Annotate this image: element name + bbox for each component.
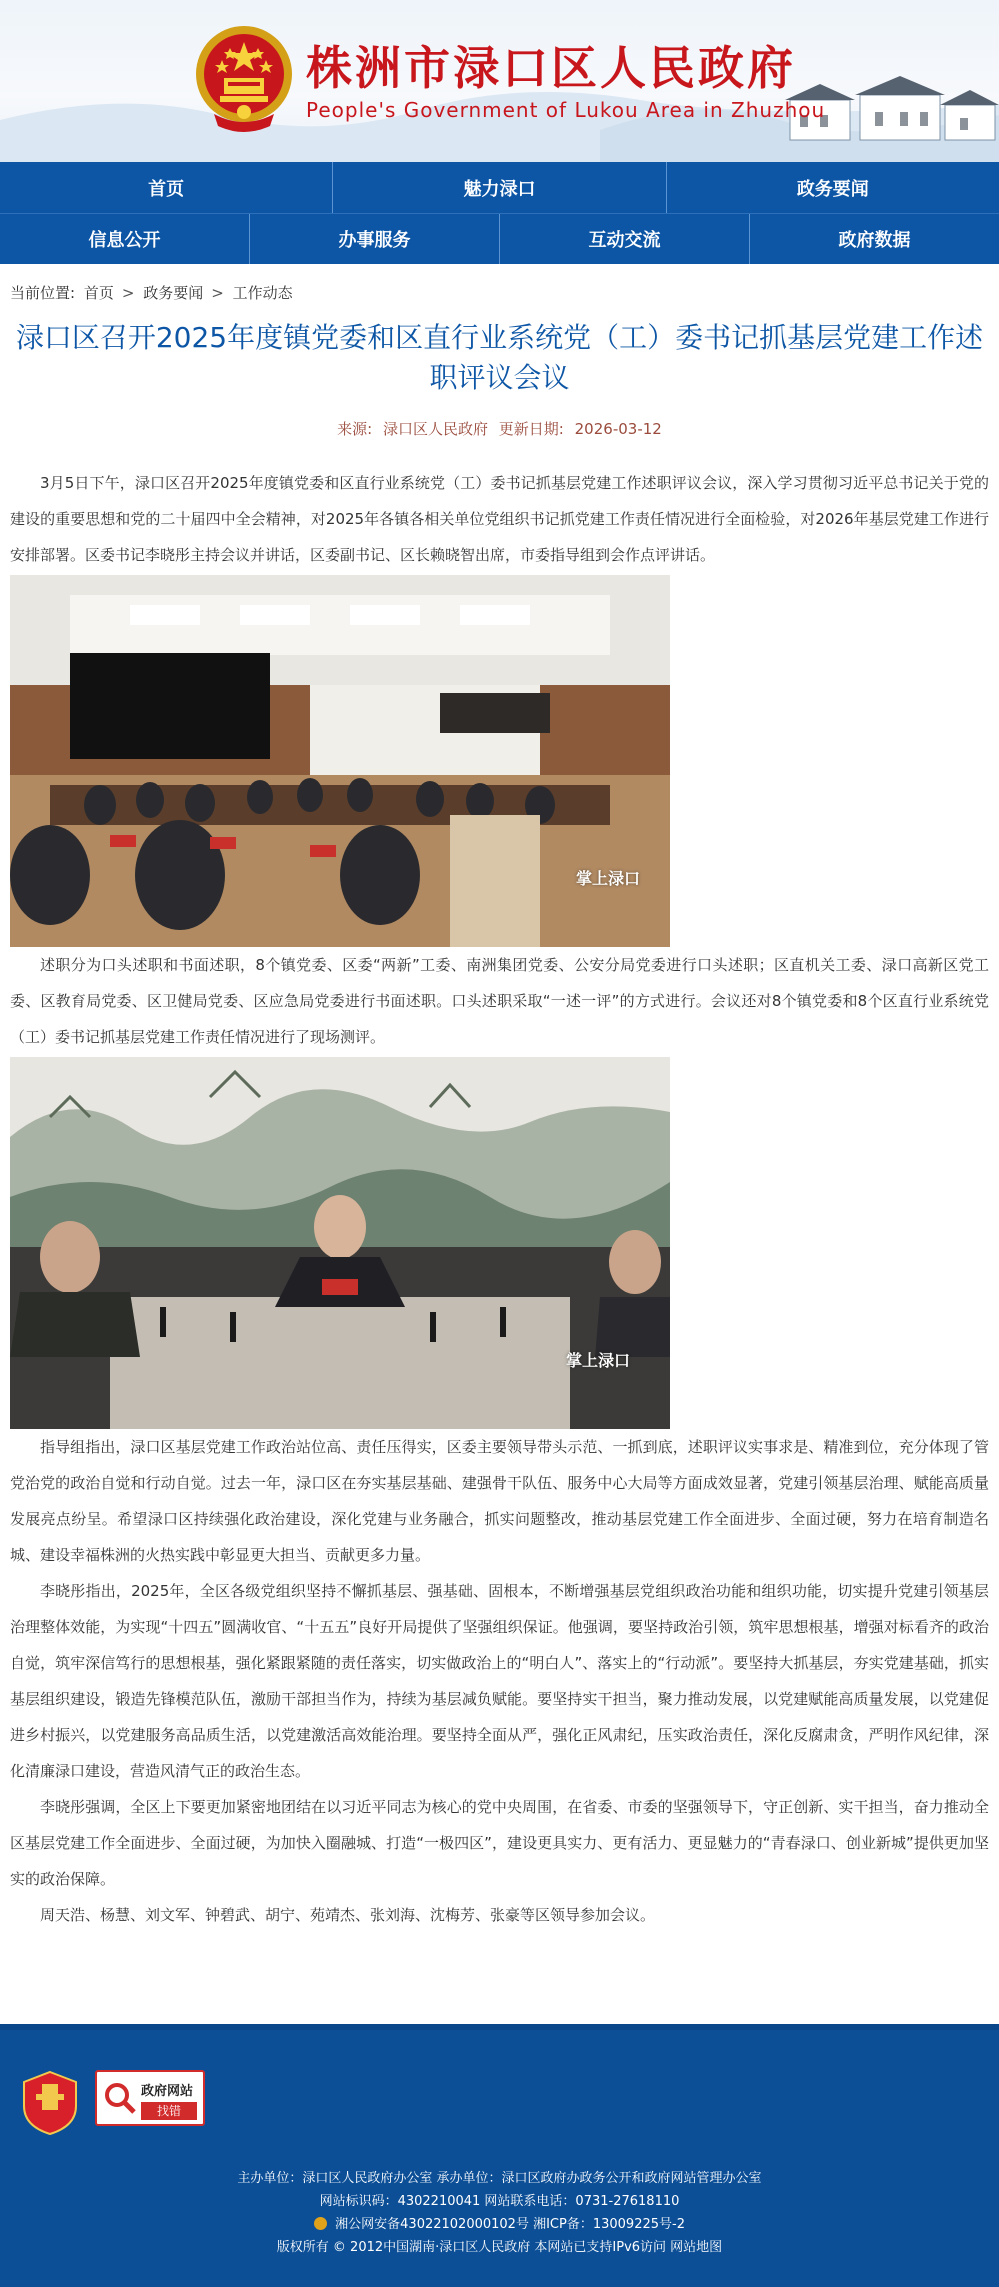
magnifier-icon [103,2081,137,2115]
source-label: 来源: [337,420,373,438]
footer-icp-text[interactable]: 湘公网安备43022102000102号 湘ICP备：13009225号-2 [335,2217,685,2232]
report-error-title: 政府网站 [141,2084,194,2099]
nav-row-1 [0,162,999,213]
nav-item-info-disclosure[interactable]: 信息公开 [88,230,161,251]
article-body [0,465,999,1933]
breadcrumb-link-work-updates[interactable]: 工作动态 [232,284,293,302]
breadcrumb-link-news[interactable]: 政务要闻 [143,284,204,302]
main-nav [0,162,999,264]
footer-contact-line: 网站标识码：4302210041 网站联系电话：0731-27618110 [319,2194,680,2209]
article-title: 渌口区召开2025年度镇党委和区直行业系统党（工）委书记抓基层党建工作述职评议会议 [15,321,984,394]
footer-copyright-line: 版权所有 © 2012中国湖南·渌口区人民政府 本网站已支持IPv6访问 网站地图 [276,2240,723,2255]
footer-icp-line [0,2213,999,2236]
site-footer [0,2024,999,2287]
article-paragraph: 指导组指出，渌口区基层党建工作政治站位高、责任压得实，区委主要领导带头示范、一抓到底，述职评议实事求是、精准到位，充分体现了管党治党的政治自觉和行动自觉。过去一年，渌口区在夯实基层基础、建强骨干队伍、服务中心大局等方面成效显著，党建引领基层治理、赋能高质量发展亮点纷呈。希望渌口区持续强化政治建设，深化党建与业务融合，抓实问题整改，推动基层党建工作全面进步、全面过硬，努力在培育制造名城、建设幸福株洲的火热实践中彰显更大担当、贡献更多力量。 [10,1438,989,1564]
footer-divider [0,2024,999,2030]
article-photo-meeting-room [10,575,670,947]
site-header [0,0,999,162]
breadcrumb-separator: > [121,284,135,302]
party-government-badge-icon[interactable] [22,2070,78,2136]
nav-item-home[interactable]: 首页 [148,178,185,200]
site-title: 株洲市渌口区人民政府 [306,41,796,95]
footer-info [0,2167,999,2259]
nav-item-interaction[interactable]: 互动交流 [499,214,749,264]
photo-watermark: 掌上渌口 [575,869,640,888]
breadcrumb-separator: > [211,284,224,302]
photo-watermark: 掌上渌口 [565,1351,630,1370]
police-badge-icon [314,2217,327,2230]
site-subtitle: People's Government of Lukou Area in Zhuzhou [306,98,826,122]
breadcrumb [0,264,999,312]
article-photo-speaker [10,1057,670,1429]
nav-item-services[interactable]: 办事服务 [249,214,499,264]
nav-item-government-data[interactable]: 政府数据 [749,214,999,264]
breadcrumb-label: 当前位置: [10,284,76,302]
article-paragraph: 述职分为口头述职和书面述职，8个镇党委、区委“两新”工委、南洲集团党委、公安分局党委进行口头述职；区直机关工委、渌口高新区党工委、区教育局党委、区卫健局党委、区应急局党委进行书面述职。口头述职采取“一述一评”的方式进行。会议还对8个镇党委和8个区直行业系统党（工）委书记抓基层党建工作责任情况进行了现场测评。 [10,956,989,1046]
national-emblem-icon [192,22,296,134]
source-value: 渌口区人民政府 [383,420,489,438]
nav-item-government-news[interactable]: 政务要闻 [666,162,999,213]
article-paragraph: 周天浩、杨慧、刘文军、钟碧武、胡宁、苑靖杰、张刘海、沈梅芳、张豪等区领导参加会议。 [40,1906,656,1924]
article-paragraph: 3月5日下午，渌口区召开2025年度镇党委和区直行业系统党（工）委书记抓基层党建工作述职评议会议，深入学习贯彻习近平总书记关于党的建设的重要思想和党的二十届四中全会精神，对2025年各镇各相关单位党组织书记抓党建工作责任情况进行全面检验，对2026年基层党建工作进行安排部署。区委书记李晓彤主持会议并讲话，区委副书记、区长赖晓智出席，市委指导组到会作点评讲话。 [10,474,989,564]
report-error-badge[interactable] [95,2070,205,2126]
nav-row-2 [0,213,999,264]
article-meta [0,418,999,439]
nav-item-charm-lukou[interactable]: 魅力渌口 [332,162,665,213]
date-label: 更新日期: [498,420,564,438]
breadcrumb-link-home[interactable]: 首页 [83,284,114,302]
article-paragraph: 李晓彤强调，全区上下要更加紧密地团结在以习近平同志为核心的党中央周围，在省委、市委的坚强领导下，守正创新、实干担当，奋力推动全区基层党建工作全面进步、全面过硬，为加快入圈融城、打造“一极四区”，建设更具实力、更有活力、更显魅力的“青春渌口、创业新城”提供更加坚实的政治保障。 [10,1798,989,1888]
footer-sponsor-line: 主办单位：渌口区人民政府办公室 承办单位：渌口区政府办政务公开和政府网站管理办公室 [237,2171,762,2186]
article-paragraph: 李晓彤指出，2025年，全区各级党组织坚持不懈抓基层、强基础、固根本，不断增强基层党组织政治功能和组织功能，切实提升党建引领基层治理整体效能，为实现“十四五”圆满收官、“十五五”良好开局提供了坚强组织保证。他强调，要坚持政治引领，筑牢思想根基，增强对标看齐的政治自觉，筑牢深信笃行的思想根基，强化紧跟紧随的责任落实，切实做政治上的“明白人”、落实上的“行动派”。要坚持大抓基层，夯实党建基础，抓实基层组织建设，锻造先锋模范队伍，激励干部担当作为，持续为基层减负赋能。要坚持实干担当，聚力推动发展，以党建赋能高质量发展，以党建促进乡村振兴，以党建服务高品质生活，以党建激活高效能治理。要坚持全面从严，强化正风肃纪，压实政治责任，深化反腐肃贪，严明作风纪律，深化清廉渌口建设，营造风清气正的政治生态。 [10,1582,989,1780]
report-error-action: 找错 [141,2102,197,2120]
date-value: 2026-03-12 [574,420,662,438]
